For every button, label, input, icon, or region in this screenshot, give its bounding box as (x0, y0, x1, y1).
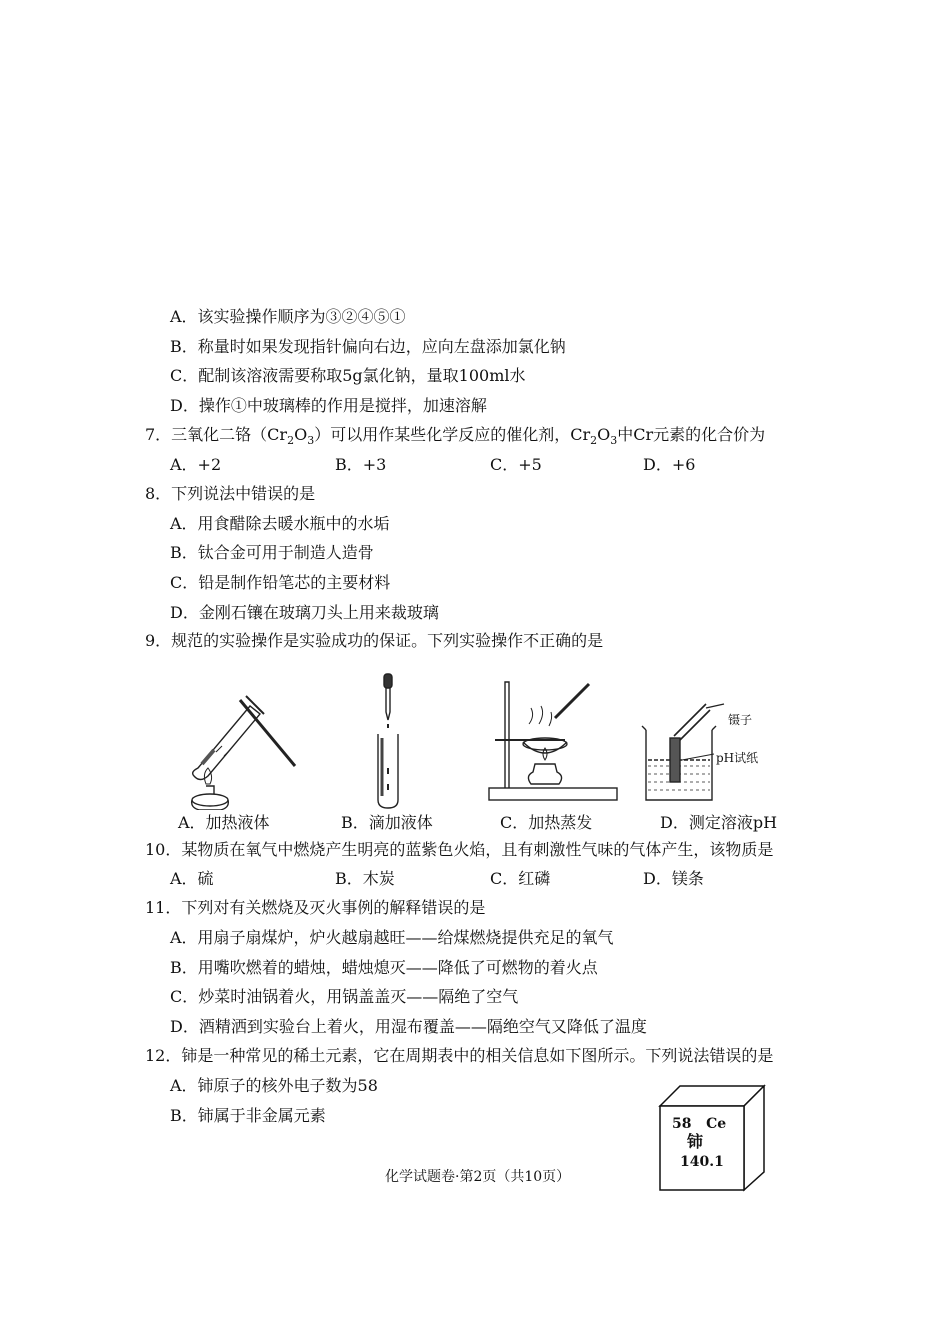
q9-caption-b: B．滴加液体 (341, 813, 433, 832)
q7-option-b: B．+3 (335, 455, 387, 474)
q7-stem: 7．三氧化二铬$(Cr_2O_3)$可以用作某些化学反应的催化剂，$Cr_2O_3$中Cr元素的化合价为 (145, 425, 766, 448)
element-number-symbol: 58 Ce (672, 1116, 727, 1132)
q6-option-a: A．该实验操作顺序为③②④⑤① (170, 307, 406, 326)
page-footer: 化学试题卷·第2页（共10页） (385, 1169, 571, 1185)
q11-option-c: C．炒菜时油锅着火，用锅盖盖灭——隔绝了空气 (170, 987, 519, 1006)
ph-paper-label: pH试纸 (716, 751, 759, 765)
q6-option-c: C．配制该溶液需要称取5g氯化钠，量取100ml水 (170, 366, 526, 385)
q8-option-d: D．金刚石镶在玻璃刀头上用来裁玻璃 (170, 603, 439, 622)
q6-option-b: B．称量时如果发现指针偏向右边，应向左盘添加氯化钠 (170, 337, 566, 356)
q12-option-a: A．铈原子的核外电子数为58 (170, 1076, 378, 1095)
q10-option-d: D．镁条 (643, 869, 704, 888)
q11-option-d: D．酒精洒到实验台上着火，用湿布覆盖——隔绝空气又降低了温度 (170, 1017, 647, 1036)
heating-liquid-figure (180, 688, 305, 810)
q8-option-a: A．用食醋除去暖水瓶中的水垢 (170, 514, 390, 533)
q12-stem: 12．铈是一种常见的稀土元素，它在周期表中的相关信息如下图所示。下列说法错误的是 (145, 1046, 774, 1065)
q7-option-a: A．+2 (170, 455, 222, 474)
q10-stem: 10．某物质在氧气中燃烧产生明亮的蓝紫色火焰，且有刺激性气味的气体产生，该物质是 (145, 840, 774, 859)
q10-option-c: C．红磷 (490, 869, 551, 888)
q9-caption-a: A．加热液体 (178, 813, 270, 832)
q10-option-a: A．硫 (170, 869, 214, 888)
evaporation-figure (485, 678, 620, 802)
element-mass: 140.1 (680, 1154, 724, 1170)
q9-caption-d: D．测定溶液pH (660, 813, 778, 832)
q9-caption-c: C．加热蒸发 (500, 813, 593, 832)
q11-option-a: A．用扇子扇煤炉，炉火越扇越旺——给煤燃烧提供充足的氧气 (170, 928, 614, 947)
q7-option-c: C．+5 (490, 455, 542, 474)
q11-stem: 11．下列对有关燃烧及灭火事例的解释错误的是 (145, 898, 486, 917)
q8-stem: 8．下列说法中错误的是 (145, 484, 316, 503)
q8-option-b: B．钛合金可用于制造人造骨 (170, 543, 374, 562)
q9-stem: 9．规范的实验操作是实验成功的保证。下列实验操作不正确的是 (145, 631, 604, 650)
q11-option-b: B．用嘴吹燃着的蜡烛，蜡烛熄灭——降低了可燃物的着火点 (170, 958, 598, 977)
element-name: 铈 (687, 1132, 704, 1151)
q6-option-d: D．操作①中玻璃棒的作用是搅拌，加速溶解 (170, 396, 487, 415)
element-card-cube (658, 1084, 768, 1194)
tweezers-label: 镊子 (728, 713, 753, 727)
dropping-liquid-figure (370, 672, 410, 810)
q12-option-b: B．铈属于非金属元素 (170, 1106, 326, 1125)
q7-option-d: D．+6 (643, 455, 696, 474)
q10-option-b: B．木炭 (335, 869, 395, 888)
q8-option-c: C．铅是制作铅笔芯的主要材料 (170, 573, 391, 592)
